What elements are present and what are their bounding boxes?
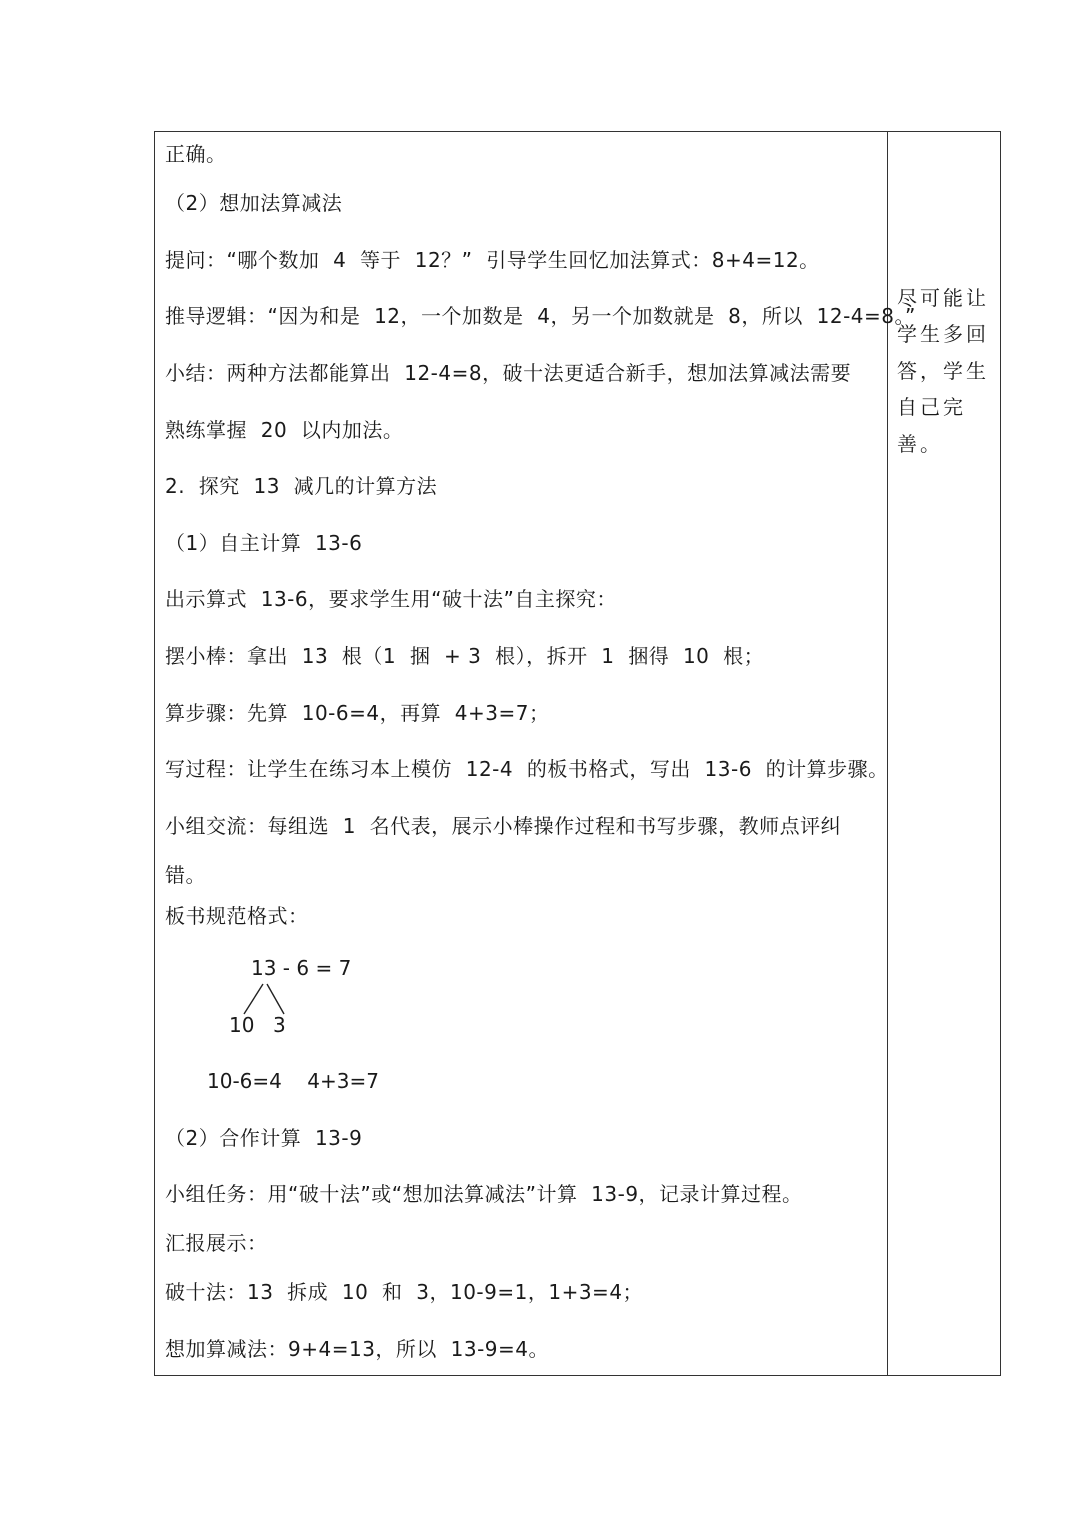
side-note-line: 学生多回: [897, 322, 989, 346]
text-line: 出示算式 13-6，要求学生用“破十法”自主探究：: [165, 587, 617, 611]
text-line: 破十法：13 拆成 10 和 3，10-9=1，1+3=4；: [165, 1280, 644, 1304]
lesson-plan-table: [154, 131, 1001, 1376]
formula-equation: 13 - 6 = 7: [251, 956, 352, 980]
text-line: 小组任务：用“破十法”或“想加法算减法”计算 13-9，记录计算过程。: [165, 1182, 803, 1206]
text-line: 2. 探究 13 减几的计算方法: [165, 474, 438, 498]
text-line: （1）自主计算 13-6: [165, 531, 363, 555]
text-line: 摆小棒：拿出 13 根（1 捆 + 3 根），拆开 1 捆得 10 根；: [165, 644, 765, 668]
text-line: （2）想加法算减法: [165, 191, 343, 215]
side-note-line: 答，学生: [897, 359, 989, 383]
text-line: 小组交流：每组选 1 名代表，展示小棒操作过程和书写步骤，教师点评纠: [165, 814, 842, 838]
text-line: 板书规范格式：: [165, 904, 309, 928]
split-right-number: 3: [273, 1013, 286, 1037]
text-line: 想加算减法：9+4=13，所以 13-9=4。: [165, 1337, 550, 1361]
text-line: 汇报展示：: [165, 1231, 268, 1255]
split-left-number: 10: [229, 1013, 255, 1037]
text-line: 正确。: [165, 142, 227, 166]
text-line: 熟练掌握 20 以内加法。: [165, 418, 404, 442]
text-line: （2）合作计算 13-9: [165, 1126, 363, 1150]
text-line: 推导逻辑：“因为和是 12，一个加数是 4，另一个加数就是 8，所以 12-4=8。”: [165, 304, 916, 328]
side-note-line: 自己完: [897, 395, 966, 419]
text-line: 写过程：让学生在练习本上模仿 12-4 的板书格式，写出 13-6 的计算步骤。: [165, 757, 889, 781]
formula-steps: 10-6=4 4+3=7: [207, 1069, 379, 1093]
side-note-line: 尽可能让: [897, 286, 989, 310]
text-line: 提问：“哪个数加 4 等于 12？” 引导学生回忆加法算式：8+4=12。: [165, 248, 820, 272]
text-line: 小结：两种方法都能算出 12-4=8，破十法更适合新手，想加法算减法需要: [165, 361, 852, 385]
text-line: 错。: [165, 863, 206, 887]
side-note-line: 善。: [897, 432, 943, 456]
text-line: 算步骤：先算 10-6=4，再算 4+3=7；: [165, 701, 550, 725]
